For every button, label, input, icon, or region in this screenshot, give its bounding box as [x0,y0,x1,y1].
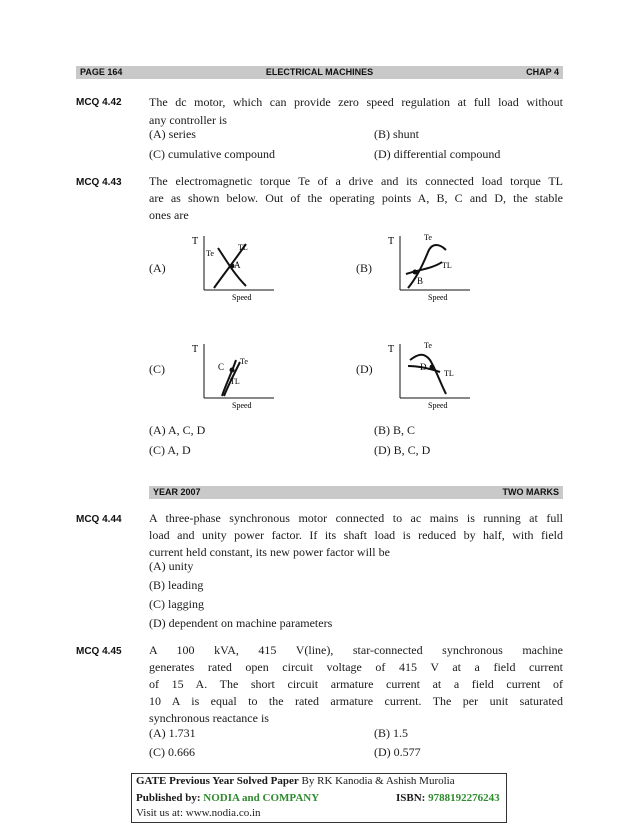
graph-d-label: (D) [356,362,373,376]
publisher-footer [131,773,507,823]
option-a: (A) series [149,127,196,141]
option-d: (D) B, C, D [374,443,431,457]
question-text-line: any controller is [149,113,227,127]
year-bar [149,486,563,499]
axis-t-label: T [192,344,199,355]
graph-c [188,336,278,412]
option-c: (C) 0.666 [149,745,195,759]
question-number: MCQ 4.44 [76,514,122,525]
question-text-line: of 15 A. The short circuit armature current at a field current of [149,677,563,691]
point-label: A [234,260,241,270]
option-c: (C) A, D [149,443,191,457]
option-c: (C) cumulative compound [149,147,275,161]
x-axis-label: Speed [232,401,252,410]
graph-d [384,336,474,412]
option-d: (D) 0.577 [374,745,421,759]
operating-point [413,270,418,275]
footer-title-line [136,775,455,787]
question-text-line: The electromagnetic torque Te of a drive and its connected load torque TL [149,174,563,188]
graph-b-label: (B) [356,261,372,275]
question-text-line: generates rated open circuit voltage of 415 V at a field current [149,660,563,674]
operating-point [430,365,435,370]
option-b: (B) leading [149,578,204,592]
option-c: (C) lagging [149,597,204,611]
te-curve [410,355,446,394]
question-text-line: A three-phase synchronous motor connected to ac mains is running at full [149,511,563,525]
website-link[interactable]: Visit us at: www.nodia.co.in [136,807,261,819]
question-text-line: A 100 kVA, 415 V(line), star-connected synchronous machine [149,643,563,657]
option-b: (B) 1.5 [374,726,408,740]
page-header-bar [76,66,563,79]
question-text-line: current held constant, its new power factor will be [149,545,390,559]
option-b: (B) B, C [374,423,416,437]
graph-a-label: (A) [149,261,166,275]
axis-t-label: T [192,236,199,247]
footer-publisher-line [136,792,319,804]
tl-label: TL [238,243,248,252]
option-a: (A) unity [149,559,194,573]
option-a: (A) 1.731 [149,726,196,740]
option-d: (D) dependent on machine parameters [149,616,333,630]
te-label: Te [240,357,248,366]
x-axis-label: Speed [428,293,448,302]
footer-isbn [396,792,500,804]
publisher-name: NODIA and COMPANY [203,792,320,804]
chapter-number: CHAP 4 [526,67,559,77]
book-authors: By RK Kanodia & Ashish Murolia [301,775,455,787]
axis-t-label: T [388,344,395,355]
point-label: B [417,276,424,286]
page-number: PAGE 164 [80,67,123,77]
published-label: Published by: [136,792,201,804]
option-d: (D) differential compound [374,147,501,161]
marks-label: TWO MARKS [502,487,559,497]
question-text-line: 10 A is equal to the rated armature current. The per unit saturated [149,694,563,708]
question-text-line: synchronous reactance is [149,711,269,725]
te-curve [408,245,446,288]
question-text-line: The dc motor, which can provide zero speed regulation at full load without [149,95,563,109]
axis-t-label: T [388,236,395,247]
option-b: (B) shunt [374,127,419,141]
point-label: C [218,362,225,372]
isbn-label: ISBN: [396,792,426,804]
operating-point [230,368,235,373]
te-label: Te [424,341,432,350]
te-label: Te [206,249,214,258]
tl-curve [406,262,442,274]
graph-a [188,228,278,304]
graph-c-label: (C) [149,362,165,376]
isbn-number: 9788192276243 [428,792,500,804]
question-number: MCQ 4.42 [76,97,122,108]
point-label: D [420,362,427,372]
book-title: GATE Previous Year Solved Paper [136,775,299,787]
x-axis-label: Speed [232,293,252,302]
tl-label: TL [442,261,452,270]
tl-label: TL [230,377,240,386]
question-text-line: ones are [149,208,189,222]
question-number: MCQ 4.45 [76,646,122,657]
graph-b [384,228,474,304]
tl-label: TL [444,369,454,378]
question-number: MCQ 4.43 [76,177,122,188]
option-a: (A) A, C, D [149,423,206,437]
te-label: Te [424,233,432,242]
year-label: YEAR 2007 [153,487,201,497]
question-text-line: load and unity power factor. If its shaft load is reduced by half, with field [149,528,563,542]
question-text-line: are as shown below. Out of the operating points A, B, C and D, the stable [149,191,563,205]
x-axis-label: Speed [428,401,448,410]
chapter-title: ELECTRICAL MACHINES [265,67,374,77]
